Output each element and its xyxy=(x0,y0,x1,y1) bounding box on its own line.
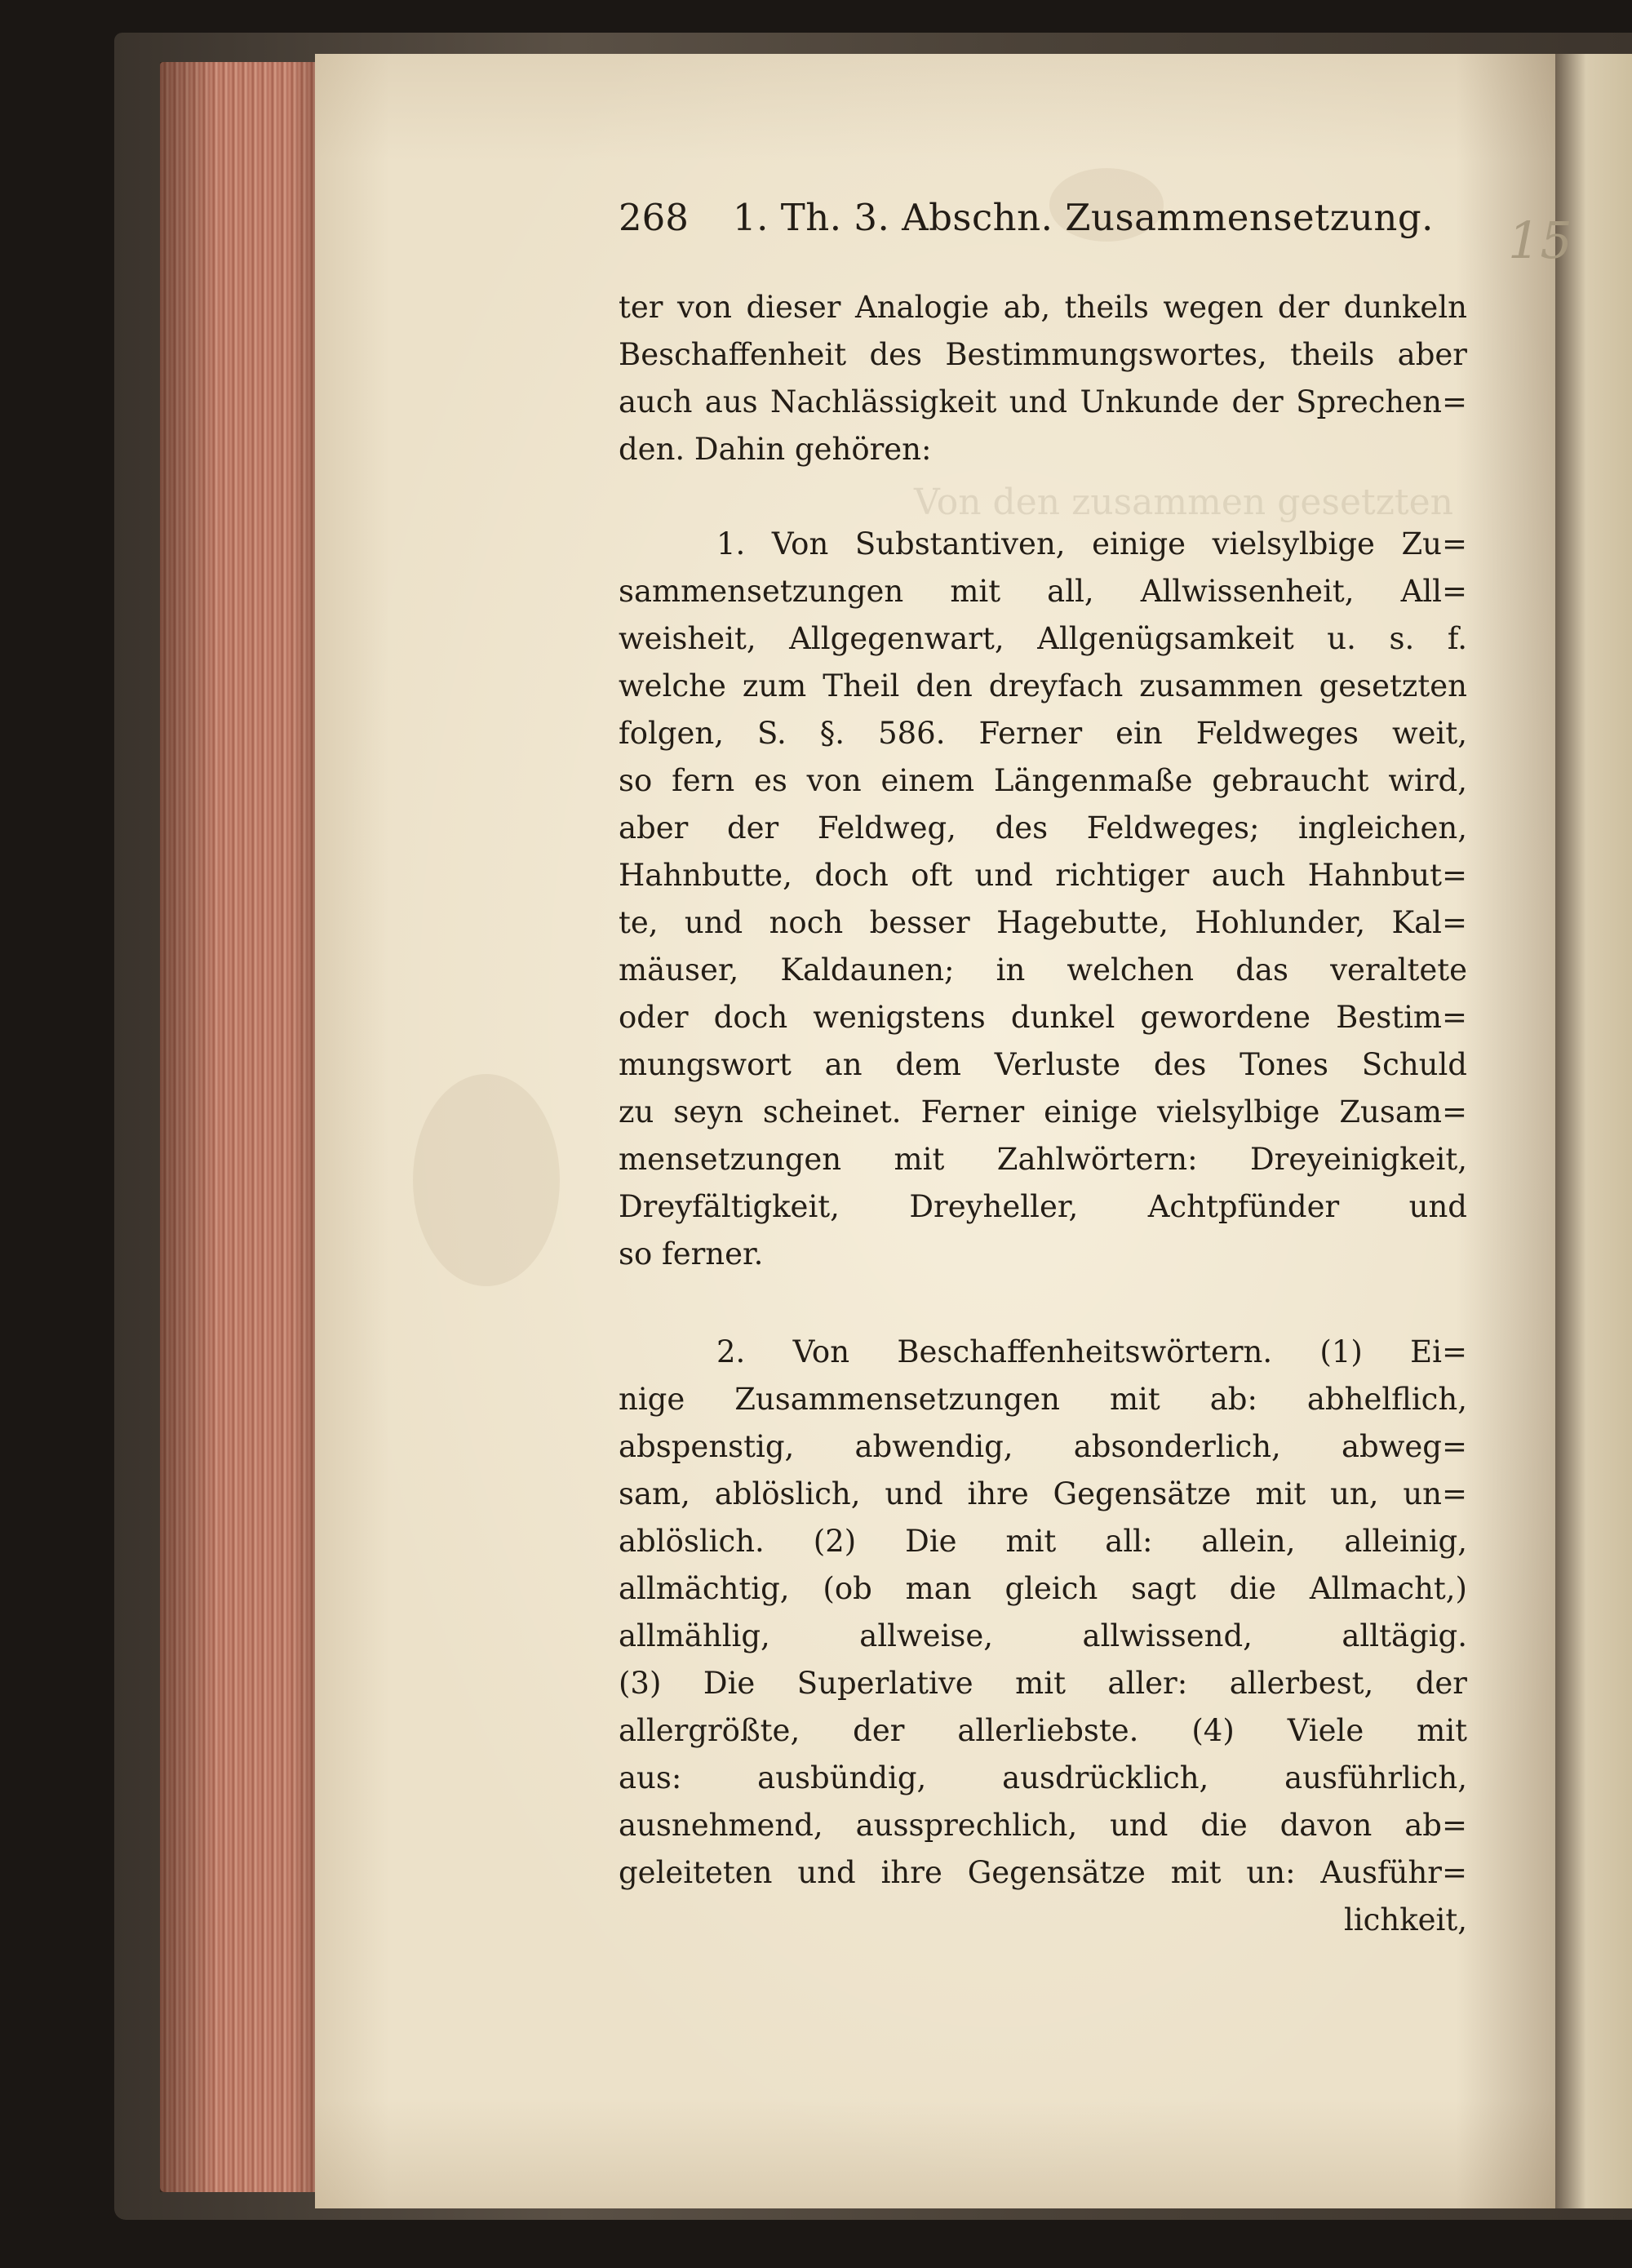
margin-annotation: 15 xyxy=(1508,211,1572,270)
text-line: sammensetzungen mit all, Allwissenheit, All= xyxy=(619,574,1467,609)
text-line: nige Zusammensetzungen mit ab: abhelflich, xyxy=(619,1382,1467,1417)
text-line: aber der Feldweg, des Feldweges; ingleichen, xyxy=(619,810,1467,846)
text-line: zu seyn scheinet. Ferner einige vielsylbige Zusam= xyxy=(619,1094,1467,1130)
text-line: den. Dahin gehören: xyxy=(619,432,932,467)
text-line: mungswort an dem Verluste des Tones Schuld xyxy=(619,1047,1467,1082)
text-line: oder doch wenigstens dunkel gewordene Bestim= xyxy=(619,1000,1467,1035)
text-line: so fern es von einem Längenmaße gebraucht wird, xyxy=(619,763,1467,798)
text-line: welche zum Theil den dreyfach zusammen gesetzten xyxy=(619,668,1467,703)
text-line: sam, ablöslich, und ihre Gegensätze mit un, un= xyxy=(619,1476,1467,1511)
book-gutter xyxy=(1555,54,1632,2208)
page-edges-shadow xyxy=(160,62,323,2192)
text-line: te, und noch besser Hagebutte, Hohlunder, Kal= xyxy=(619,905,1467,940)
text-line: aus: ausbündig, ausdrücklich, ausführlich, xyxy=(619,1760,1467,1795)
text-line: 2. Von Beschaffenheitswörtern. (1) Ei= xyxy=(716,1334,1467,1369)
text-line: ter von dieser Analogie ab, theils wegen der dunkeln xyxy=(619,290,1467,325)
text-line: 1. Von Substantiven, einige vielsylbige Zu= xyxy=(716,526,1467,561)
text-line: ausnehmend, aussprechlich, und die davon ab= xyxy=(619,1808,1467,1843)
text-line: Dreyfältigkeit, Dreyheller, Achtpfünder und xyxy=(619,1189,1467,1224)
text-line: weisheit, Allgegenwart, Allgenügsamkeit u. s. f. xyxy=(619,621,1467,656)
text-line: allmächtig, (ob man gleich sagt die Allmacht,) xyxy=(619,1571,1467,1606)
show-through-text: Von den zusammen gesetzten xyxy=(914,482,1453,523)
text-line: allergrößte, der allerliebste. (4) Viele mit xyxy=(619,1713,1467,1748)
text-line: Beschaffenheit des Bestimmungswortes, theils aber xyxy=(619,337,1467,372)
page-number: 268 xyxy=(619,196,689,239)
text-line: so ferner. xyxy=(619,1236,764,1272)
text-line: geleiteten und ihre Gegensätze mit un: Ausführ= xyxy=(619,1855,1467,1890)
text-line: (3) Die Superlative mit aller: allerbest, der xyxy=(619,1666,1467,1701)
paper-stain xyxy=(413,1074,560,1286)
catchword-line: lichkeit, xyxy=(1344,1902,1467,1937)
text-line: folgen, S. §. 586. Ferner ein Feldweges weit, xyxy=(619,716,1467,751)
page-header xyxy=(619,189,1467,246)
text-line: mensetzungen mit Zahlwörtern: Dreyeinigkeit, xyxy=(619,1142,1467,1177)
text-line: allmählig, allweise, allwissend, alltägig. xyxy=(619,1618,1467,1653)
text-line: ablöslich. (2) Die mit all: allein, alleinig, xyxy=(619,1524,1467,1559)
text-line: Hahnbutte, doch oft und richtiger auch Hahnbut= xyxy=(619,858,1467,893)
text-line: mäuser, Kaldaunen; in welchen das veraltete xyxy=(619,952,1467,988)
text-line: abspenstig, abwendig, absonderlich, abweg= xyxy=(619,1429,1467,1464)
text-line: auch aus Nachlässigkeit und Unkunde der Sprechen= xyxy=(619,384,1467,419)
running-title: 1. Th. 3. Abschn. Zusammensetzung. xyxy=(733,196,1434,239)
